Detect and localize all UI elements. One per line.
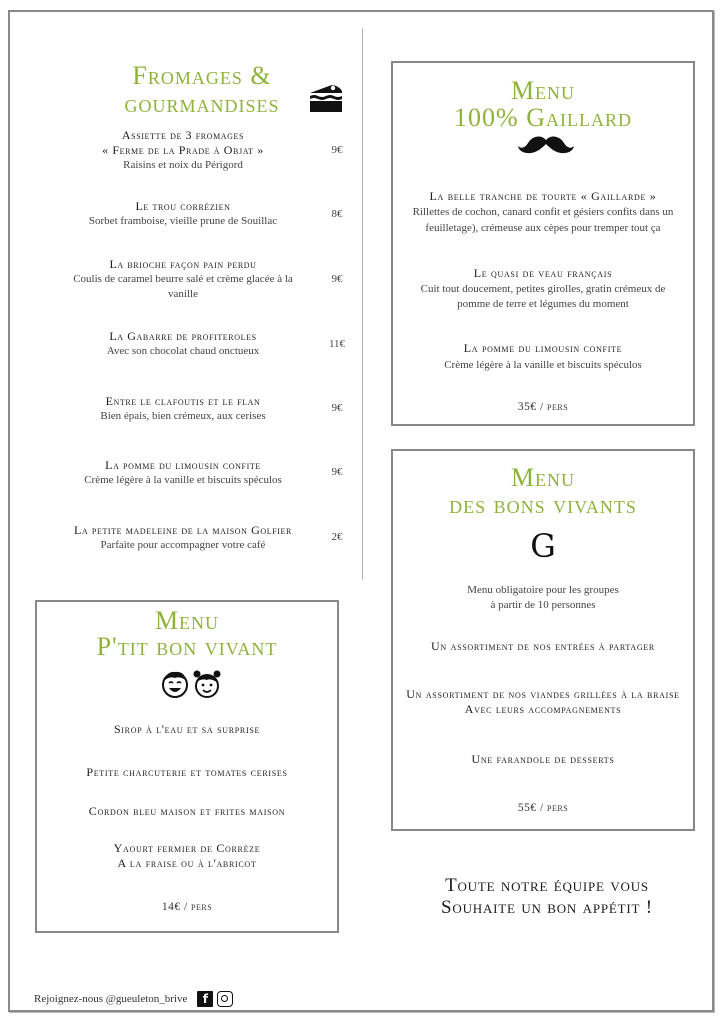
menu-note: Menu obligatoire pour les groupes: [467, 584, 619, 596]
item-description: Crème légère à la vanille et biscuits spéculos: [84, 474, 282, 486]
box-title-line1: Menu: [154, 606, 220, 635]
menu-item-description: Cuit tout doucement, petites girolles, gratin crémeux de: [420, 283, 666, 295]
menu-item: [48, 394, 318, 424]
fromages-title-line2: gourmandises: [124, 89, 280, 118]
item-name: Assiette de 3 fromages: [121, 128, 245, 142]
facebook-icon[interactable]: f: [197, 991, 213, 1007]
box-title-line2: 100% Gaillard: [454, 103, 632, 132]
closing-line1: Toute notre équipe vous: [445, 875, 649, 896]
item-name: La brioche façon pain perdu: [109, 257, 257, 271]
item-price: 9€: [331, 466, 343, 478]
fromages-title-line1: Fromages &: [132, 61, 272, 90]
item-description: Coulis de caramel beurre salé et crème glacée à la: [73, 273, 293, 285]
menu-item-description-line2: pomme de terre et légumes du moment: [457, 298, 629, 310]
item-price: 8€: [331, 208, 343, 220]
menu-ptit-bon-vivant-box: [35, 600, 339, 933]
item-name-line2: « Ferme de la Prade à Objat »: [102, 143, 264, 157]
social-handle: Rejoignez-nous @gueuleton_brive: [34, 993, 188, 1005]
item-description: Raisins et noix du Périgord: [123, 159, 243, 171]
menu-item: Petite charcuterie et tomates cerises: [86, 765, 288, 779]
item-price: 2€: [331, 531, 343, 543]
menu-item: [48, 128, 318, 173]
menu-item-description: Crème légère à la vanille et biscuits spéculos: [444, 359, 642, 371]
menu-item: Le quasi de veau français: [473, 266, 613, 280]
column-divider: [362, 28, 363, 580]
kids-faces-icon: [159, 668, 225, 700]
menu-item: La pomme du limousin confite: [463, 341, 623, 355]
fromages-title: [92, 62, 312, 118]
item-name: La pomme du limousin confite: [105, 458, 261, 472]
menu-price: 14€ / pers: [161, 901, 213, 913]
cake-slice-icon: [309, 82, 343, 112]
box-title-line1: Menu: [510, 463, 576, 492]
item-name: Entre le clafoutis et le flan: [105, 394, 261, 408]
box-title-line1: Menu: [510, 76, 576, 105]
instagram-icon[interactable]: [217, 991, 233, 1007]
menu-item: Cordon bleu maison et frites maison: [88, 804, 286, 818]
item-description-line2: vanille: [168, 288, 198, 300]
menu-price: 55€ / pers: [517, 802, 569, 814]
menu-item: Un assortiment de nos viandes grillées à la braise: [406, 687, 680, 701]
logo-g-icon: G: [530, 527, 556, 565]
menu-gaillard-box: [391, 61, 695, 426]
menu-item: Sirop à l'eau et sa surprise: [113, 722, 261, 736]
menu-item-description: Rillettes de cochon, canard confit et gésiers confits dans un: [412, 206, 674, 218]
item-description: Bien épais, bien crémeux, aux cerises: [100, 410, 266, 422]
menu-item: [40, 523, 326, 553]
item-price: 9€: [331, 144, 343, 156]
menu-item-line2: A la fraise ou à l'abricot: [117, 856, 257, 870]
menu-item: Yaourt fermier de Corrèze: [113, 841, 261, 855]
menu-bons-vivants-box: [391, 449, 695, 831]
menu-item: [48, 329, 318, 359]
item-name: La petite madeleine de la maison Golfier: [74, 523, 292, 537]
closing-message: [392, 875, 702, 919]
item-price: 9€: [331, 273, 343, 285]
box-title-line2: P'tit bon vivant: [96, 632, 278, 661]
menu-item-line2: Avec leurs accompagnements: [464, 702, 622, 716]
item-price: 11€: [328, 338, 346, 350]
item-description: Parfaite pour accompagner votre café: [100, 539, 266, 551]
box-title-line2: des bons vivants: [449, 490, 637, 519]
menu-item: La belle tranche de tourte « Gaillarde »: [429, 189, 657, 203]
item-description: Sorbet framboise, vieille prune de Souillac: [88, 215, 278, 227]
menu-item: [48, 458, 318, 488]
item-description: Avec son chocolat chaud onctueux: [106, 345, 260, 357]
item-price: 9€: [331, 402, 343, 414]
menu-price: 35€ / pers: [517, 401, 569, 413]
menu-note-line2: à partir de 10 personnes: [490, 599, 596, 611]
menu-item-description-line2: feuilletage), crémeuse aux cèpes pour tremper tout ça: [425, 222, 661, 234]
menu-item: Un assortiment de nos entrées à partager: [431, 639, 655, 653]
mustache-icon: [517, 135, 575, 155]
item-name: La Gabarre de profiteroles: [109, 329, 257, 343]
menu-item: [48, 257, 318, 302]
footer: [34, 990, 233, 1008]
menu-item: [48, 199, 318, 229]
item-name: Le trou corrézien: [135, 199, 231, 213]
menu-item: Une farandole de desserts: [471, 752, 615, 766]
closing-line2: Souhaite un bon appétit !: [441, 897, 653, 918]
